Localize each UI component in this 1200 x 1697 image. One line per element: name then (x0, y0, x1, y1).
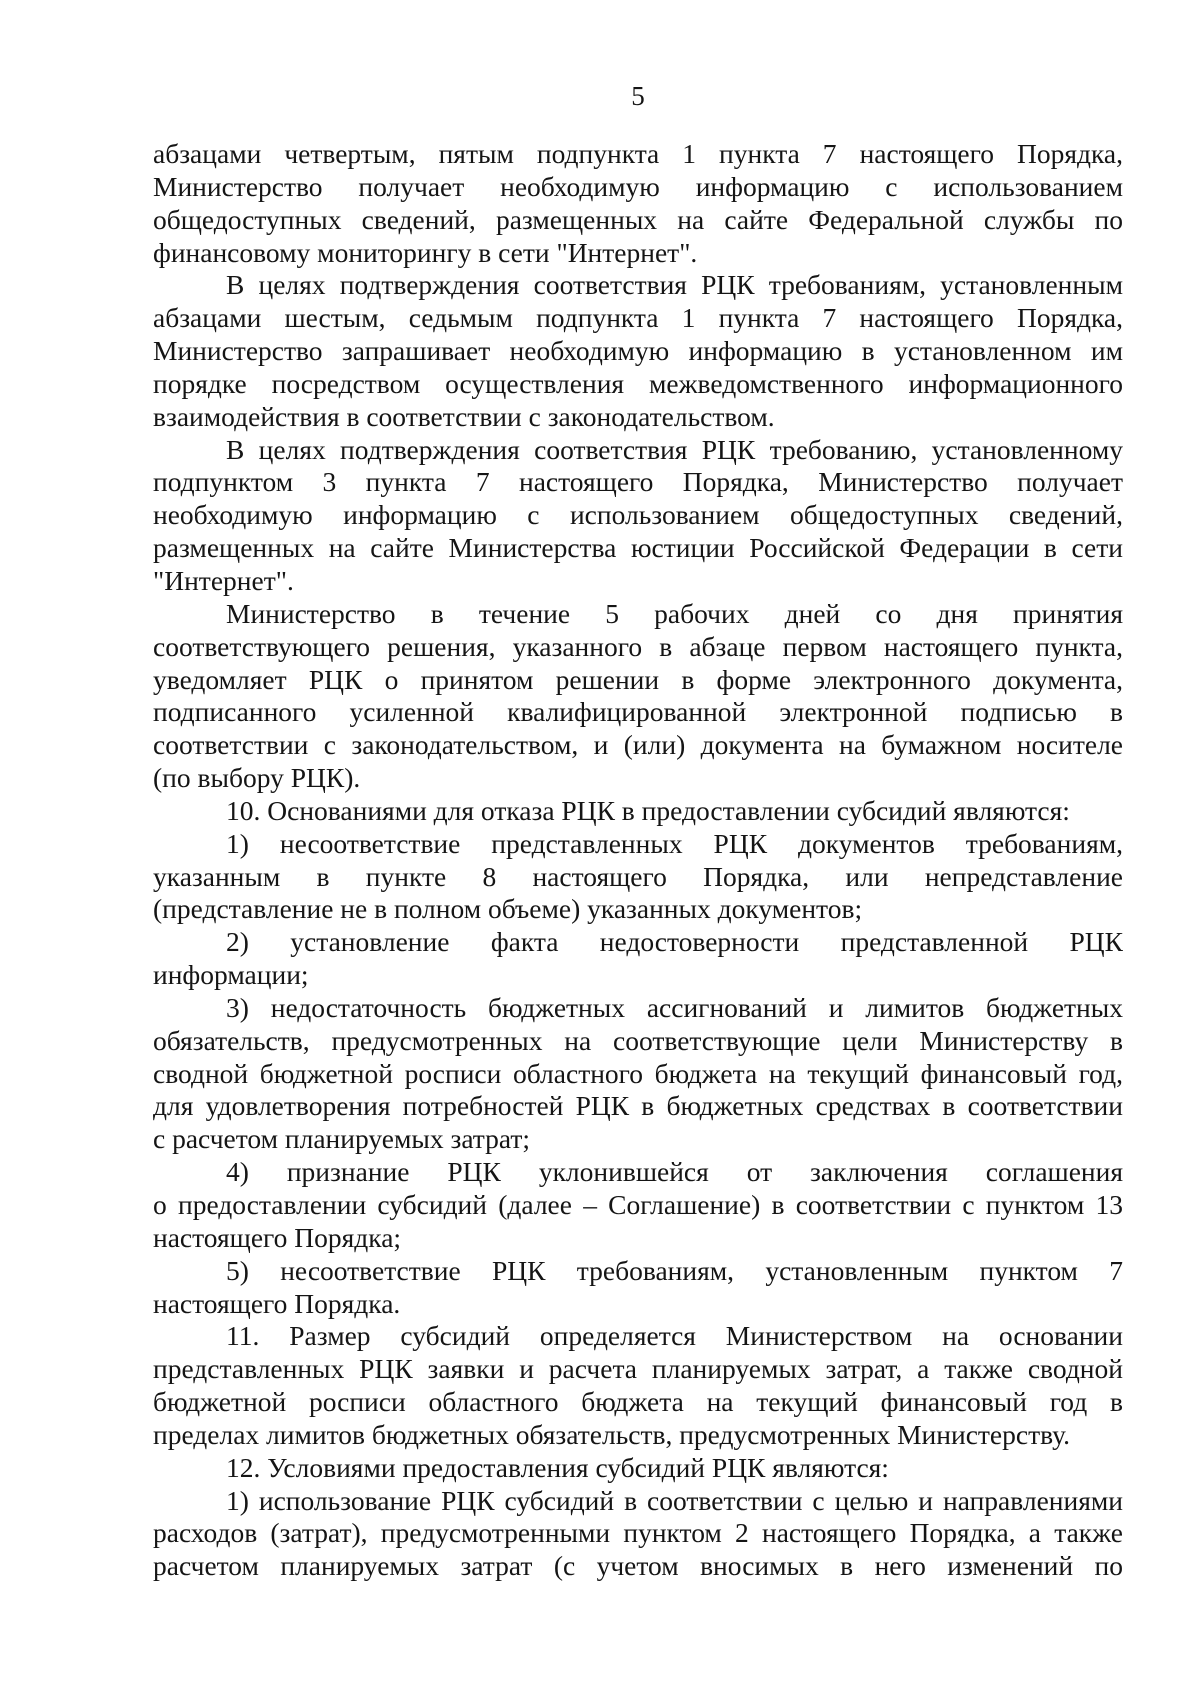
text-line: уведомляет РЦК о принятом решении в форме электронного документа, (153, 663, 1123, 695)
document-body (153, 138, 1123, 1583)
text-line: "Интернет". (153, 564, 294, 596)
paragraph-p6 (153, 828, 1123, 927)
paragraph-p4 (153, 598, 1123, 795)
text-line: о предоставлении субсидий (далее – Соглашение) в соответствии с пунктом 13 (153, 1189, 1123, 1220)
text-line: 5) несоответствие РЦК требованиям, установленным пунктом 7 (226, 1254, 1123, 1286)
text-line: 4) признание РЦК уклонившейся от заключения соглашения (226, 1156, 1123, 1188)
text-line: 12. Условиями предоставления субсидий РЦК являются: (226, 1451, 889, 1483)
text-line: 10. Основаниями для отказа РЦК в предоставлении субсидий являются: (226, 794, 1070, 826)
paragraph-p3 (153, 434, 1123, 598)
text-line: настоящего Порядка. (153, 1287, 401, 1319)
text-line: пределах лимитов бюджетных обязательств, предусмотренных Министерству. (153, 1418, 1071, 1450)
text-line: Министерство запрашивает необходимую информацию в установленном им (153, 335, 1123, 367)
text-line: для удовлетворения потребностей РЦК в бюджетных средствах в соответствии (153, 1090, 1123, 1122)
paragraph-p7 (153, 926, 1123, 992)
text-line: необходимую информацию с использованием общедоступных сведений, (153, 499, 1123, 531)
text-line: В целях подтверждения соответствия РЦК требованию, установленному (226, 433, 1123, 465)
paragraph-p12 (153, 1452, 1123, 1485)
text-line: 2) установление факта недостоверности представленной РЦК (226, 926, 1123, 958)
text-line: (представление не в полном объеме) указанных документов; (153, 893, 863, 925)
paragraph-p1 (153, 138, 1123, 269)
text-line: Министерство получает необходимую информацию с использованием (153, 170, 1123, 202)
text-line: финансовому мониторингу в сети "Интернет". (153, 236, 698, 268)
paragraph-p9 (153, 1156, 1123, 1255)
text-line: порядке посредством осуществления межведомственного информационного (153, 367, 1123, 399)
text-line: настоящего Порядка; (153, 1221, 402, 1253)
paragraph-p10 (153, 1255, 1123, 1321)
paragraph-p11 (153, 1320, 1123, 1451)
text-line: подпунктом 3 пункта 7 настоящего Порядка, Министерство получает (153, 466, 1123, 498)
text-line: Министерство в течение 5 рабочих дней со дня принятия (226, 597, 1123, 629)
text-line: бюджетной росписи областного бюджета на текущий финансовый год в (153, 1386, 1123, 1418)
text-line: абзацами шестым, седьмым подпункта 1 пункта 7 настоящего Порядка, (153, 302, 1123, 334)
text-line: 3) недостаточность бюджетных ассигнований и лимитов бюджетных (226, 991, 1123, 1023)
text-line: соответствующего решения, указанного в абзаце первом настоящего пункта, (153, 630, 1123, 662)
paragraph-p13 (153, 1485, 1123, 1584)
text-line: (по выбору РЦК). (153, 762, 361, 794)
text-line: общедоступных сведений, размещенных на сайте Федеральной службы по (153, 203, 1123, 235)
text-line: расходов (затрат), предусмотренными пунктом 2 настоящего Порядка, а также (153, 1517, 1123, 1549)
text-line: абзацами четвертым, пятым подпункта 1 пункта 7 настоящего Порядка, (153, 138, 1123, 169)
paragraph-p2 (153, 269, 1123, 433)
text-line: 11. Размер субсидий определяется Министерством на основании (226, 1320, 1123, 1352)
text-line: размещенных на сайте Министерства юстиции Российской Федерации в сети (153, 532, 1123, 564)
text-line: обязательств, предусмотренных на соответствующие цели Министерству в (153, 1024, 1123, 1056)
text-line: соответствии с законодательством, и (или) документа на бумажном носителе (153, 729, 1123, 761)
text-line: взаимодействия в соответствии с законодательством. (153, 400, 775, 432)
text-line: 1) использование РЦК субсидий в соответствии с целью и направлениями (226, 1484, 1123, 1516)
text-line: подписанного усиленной квалифицированной электронной подписью в (153, 696, 1123, 728)
page-number: 5 (631, 81, 645, 111)
text-line: представленных РЦК заявки и расчета планируемых затрат, а также сводной (153, 1353, 1123, 1385)
text-line: сводной бюджетной росписи областного бюджета на текущий финансовый год, (153, 1057, 1123, 1089)
paragraph-p5 (153, 795, 1123, 828)
text-line: информации; (153, 959, 309, 991)
text-line: указанным в пункте 8 настоящего Порядка, или непредставление (153, 860, 1123, 892)
paragraph-p8 (153, 992, 1123, 1156)
text-line: В целях подтверждения соответствия РЦК требованиям, установленным (226, 269, 1123, 301)
text-line: с расчетом планируемых затрат; (153, 1123, 531, 1155)
text-line: 1) несоответствие представленных РЦК документов требованиям, (226, 827, 1123, 859)
text-line: расчетом планируемых затрат (с учетом вносимых в него изменений по (153, 1550, 1123, 1582)
